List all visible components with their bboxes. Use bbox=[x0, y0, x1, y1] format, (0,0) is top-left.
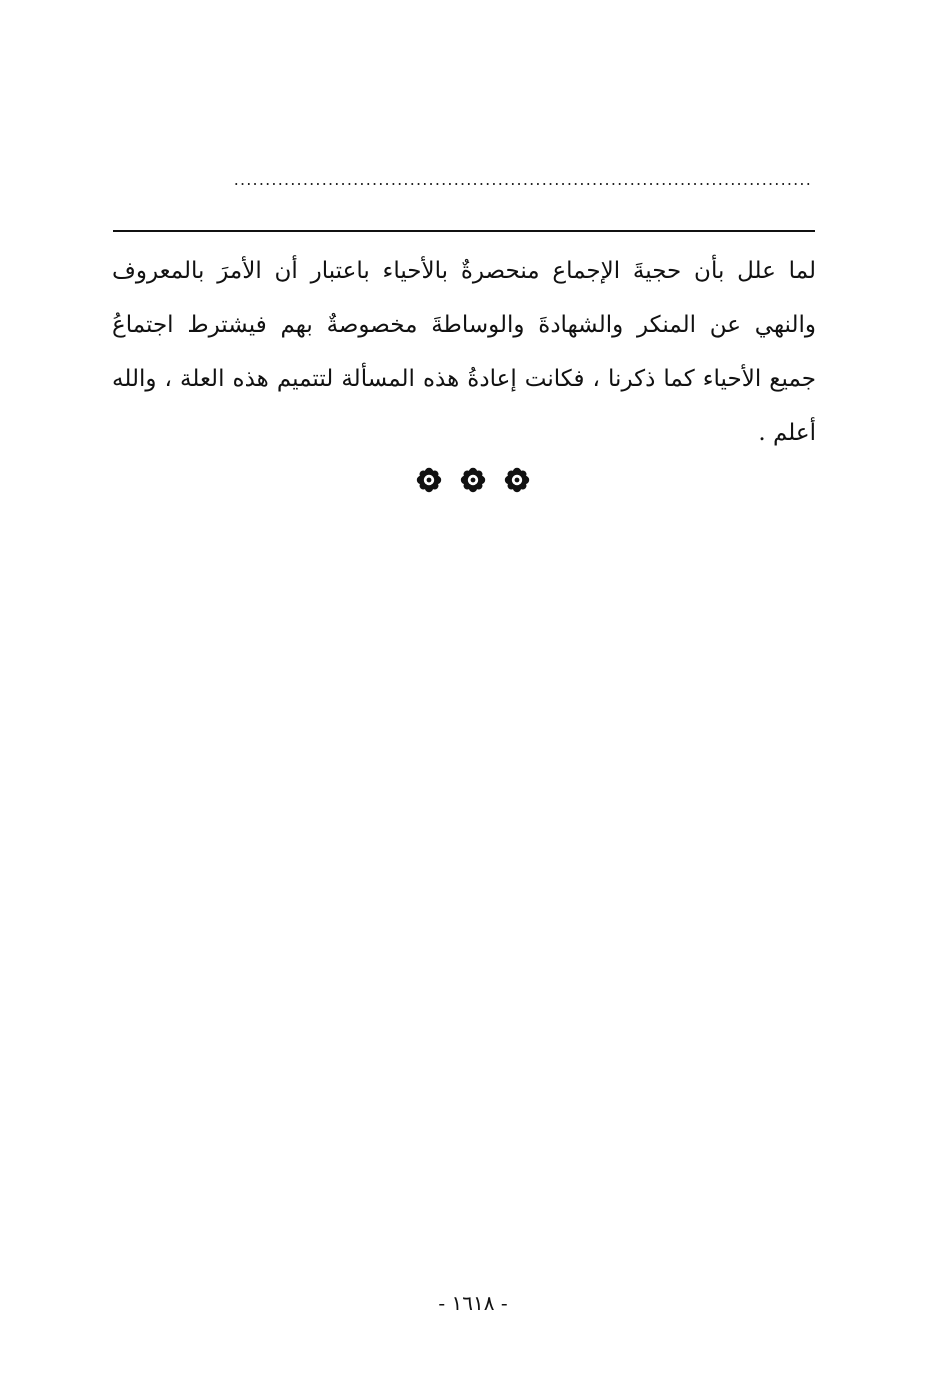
footnote-text: لما علل بأن حجيةَ الإجماع منحصرةٌ بالأحياء باعتبار أن الأمرَ بالمعروف والنهي عن المنكر والشهادةَ والوساطةَ مخصوصةٌ بهم فيشترط اجتماعُ جميع الأحياء كما ذكرنا ، فكانت إعادةُ هذه المسألة لتتميم هذه العلة ، والله أعلم . bbox=[112, 258, 816, 446]
flower-ornament-icon bbox=[460, 467, 486, 493]
flower-ornament-icon bbox=[416, 467, 442, 493]
dotted-separator: ............................................................................................ bbox=[233, 170, 812, 189]
footnote-block bbox=[112, 244, 816, 460]
flower-ornament-icon bbox=[504, 467, 530, 493]
footnote-rule bbox=[113, 230, 815, 232]
page-number: - ١٦١٨ - bbox=[438, 1291, 508, 1315]
section-end-ornaments bbox=[373, 467, 573, 507]
